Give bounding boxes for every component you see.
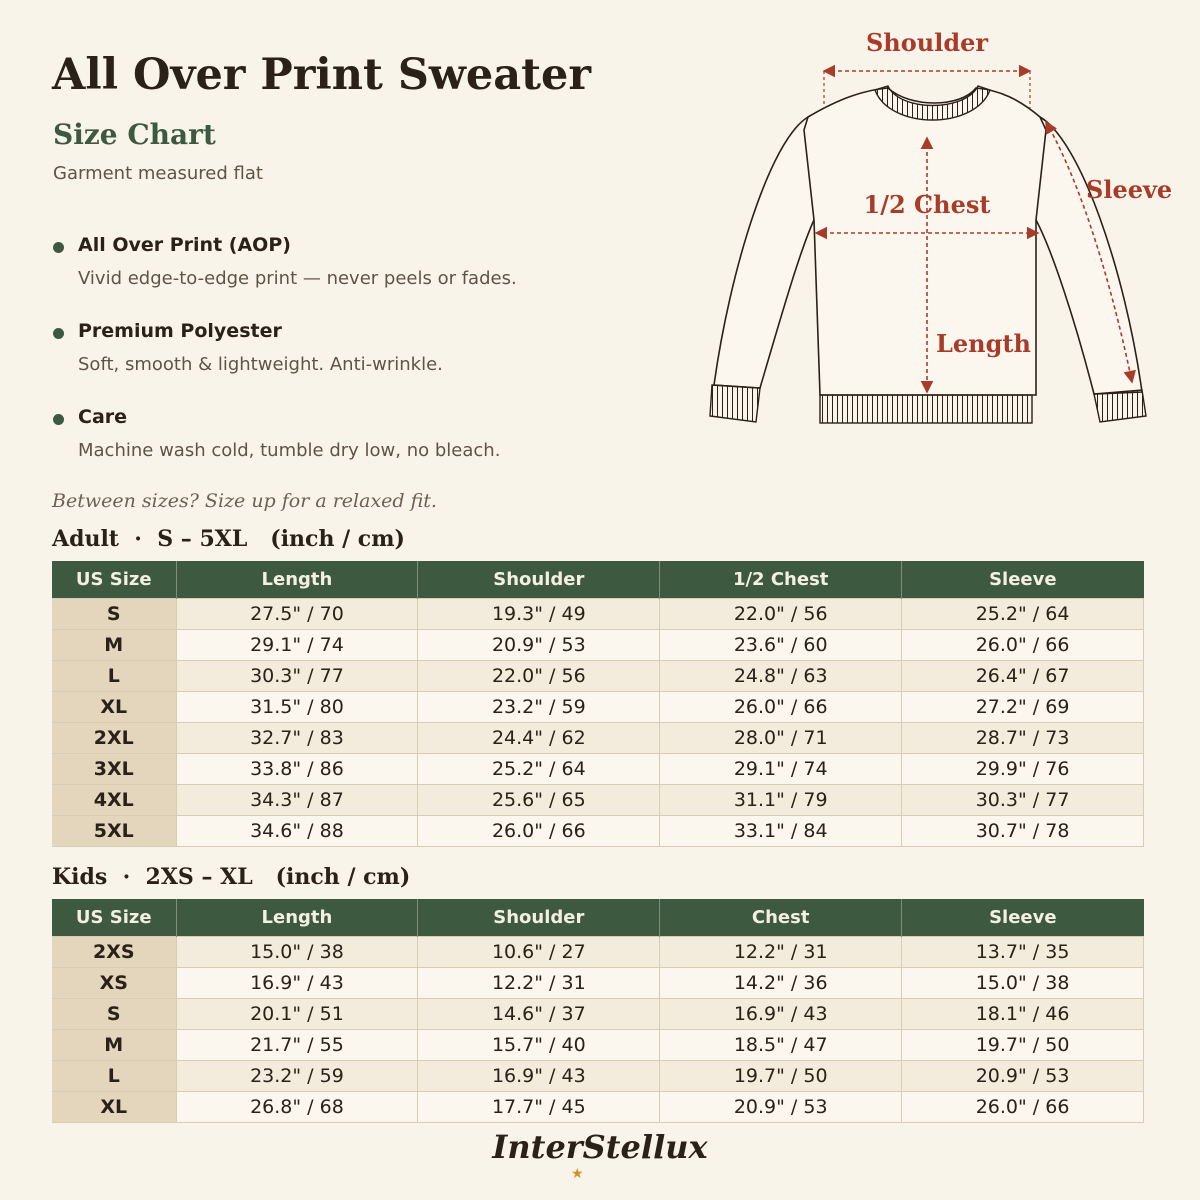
page-subtitle: Size Chart (53, 118, 216, 151)
measurement-cell: 26.0" / 66 (902, 1092, 1144, 1123)
shoulder-label: Shoulder (865, 28, 989, 57)
adult-section-heading: Adult · S – 5XL (inch / cm) (52, 526, 405, 552)
table-row (52, 968, 1144, 999)
size-cell: L (52, 661, 176, 692)
table-row (52, 1061, 1144, 1092)
measurement-cell: 25.6" / 65 (418, 785, 660, 816)
measurement-cell: 24.8" / 63 (660, 661, 902, 692)
adult-size-table (52, 561, 1144, 847)
bullet-icon (53, 242, 64, 253)
measurement-cell: 28.7" / 73 (902, 723, 1144, 754)
table-header-row (52, 561, 1144, 599)
table-row (52, 630, 1144, 661)
measurement-cell: 26.4" / 67 (902, 661, 1144, 692)
table-row (52, 937, 1144, 968)
column-header: Shoulder (418, 561, 660, 599)
page-title: All Over Print Sweater (52, 50, 592, 100)
table-row (52, 1030, 1144, 1061)
measure-note: Garment measured flat (53, 163, 263, 184)
measurement-cell: 29.1" / 74 (176, 630, 418, 661)
measurement-cell: 30.3" / 77 (176, 661, 418, 692)
sleeve-label: Sleeve (1086, 175, 1173, 204)
measurement-cell: 18.1" / 46 (902, 999, 1144, 1030)
left-cuff-rib (710, 385, 760, 422)
feature-heading: Premium Polyester (78, 320, 282, 342)
column-header: Sleeve (902, 561, 1144, 599)
measurement-cell: 26.0" / 66 (902, 630, 1144, 661)
size-cell: XL (52, 692, 176, 723)
measurement-cell: 24.4" / 62 (418, 723, 660, 754)
measurement-cell: 33.8" / 86 (176, 754, 418, 785)
table-row (52, 999, 1144, 1030)
measurement-cell: 20.1" / 51 (176, 999, 418, 1030)
sweater-outline-icon (714, 88, 1142, 395)
measurement-cell: 22.0" / 56 (660, 599, 902, 630)
measurement-cell: 27.2" / 69 (902, 692, 1144, 723)
size-cell: L (52, 1061, 176, 1092)
measurement-cell: 27.5" / 70 (176, 599, 418, 630)
measurement-cell: 16.9" / 43 (418, 1061, 660, 1092)
brand-logo: InterStellux (492, 1128, 708, 1166)
sweater-diagram (700, 20, 1180, 440)
table-row (52, 661, 1144, 692)
feature-heading: Care (78, 406, 128, 428)
measurement-cell: 12.2" / 31 (660, 937, 902, 968)
fit-tip: Between sizes? Size up for a relaxed fit. (52, 490, 437, 512)
size-cell: 3XL (52, 754, 176, 785)
measurement-cell: 23.2" / 59 (418, 692, 660, 723)
measurement-cell: 25.2" / 64 (902, 599, 1144, 630)
measurement-cell: 18.5" / 47 (660, 1030, 902, 1061)
measurement-cell: 29.1" / 74 (660, 754, 902, 785)
measurement-cell: 14.2" / 36 (660, 968, 902, 999)
kids-size-table (52, 899, 1144, 1123)
measurement-cell: 32.7" / 83 (176, 723, 418, 754)
measurement-cell: 15.7" / 40 (418, 1030, 660, 1061)
table-row (52, 723, 1144, 754)
length-label: Length (936, 329, 1031, 358)
measurement-cell: 23.2" / 59 (176, 1061, 418, 1092)
feature-description: Soft, smooth & lightweight. Anti-wrinkle. (78, 354, 443, 375)
table-row (52, 785, 1144, 816)
measurement-cell: 14.6" / 37 (418, 999, 660, 1030)
table-row (52, 692, 1144, 723)
size-cell: XL (52, 1092, 176, 1123)
measurement-cell: 31.5" / 80 (176, 692, 418, 723)
size-cell: M (52, 1030, 176, 1061)
table-row (52, 816, 1144, 847)
measurement-cell: 17.7" / 45 (418, 1092, 660, 1123)
size-cell: 2XS (52, 937, 176, 968)
table-row (52, 599, 1144, 630)
feature-description: Vivid edge-to-edge print — never peels or fades. (78, 268, 517, 289)
star-icon: ★ (571, 1166, 584, 1182)
measurement-cell: 13.7" / 35 (902, 937, 1144, 968)
size-cell: S (52, 599, 176, 630)
measurement-cell: 34.3" / 87 (176, 785, 418, 816)
measurement-cell: 15.0" / 38 (176, 937, 418, 968)
measurement-cell: 16.9" / 43 (176, 968, 418, 999)
column-header: Length (176, 561, 418, 599)
feature-heading: All Over Print (AOP) (78, 234, 291, 256)
size-cell: M (52, 630, 176, 661)
column-header: Length (176, 899, 418, 937)
size-cell: 5XL (52, 816, 176, 847)
measurement-cell: 22.0" / 56 (418, 661, 660, 692)
bullet-icon (53, 414, 64, 425)
measurement-cell: 34.6" / 88 (176, 816, 418, 847)
right-cuff-rib (1094, 390, 1146, 422)
measurement-cell: 25.2" / 64 (418, 754, 660, 785)
measurement-cell: 33.1" / 84 (660, 816, 902, 847)
size-cell: S (52, 999, 176, 1030)
measurement-cell: 19.3" / 49 (418, 599, 660, 630)
column-header: US Size (52, 899, 176, 937)
size-cell: XS (52, 968, 176, 999)
measurement-cell: 12.2" / 31 (418, 968, 660, 999)
measurement-cell: 29.9" / 76 (902, 754, 1144, 785)
measurement-cell: 23.6" / 60 (660, 630, 902, 661)
table-header-row (52, 899, 1144, 937)
measurement-cell: 31.1" / 79 (660, 785, 902, 816)
kids-section-heading: Kids · 2XS – XL (inch / cm) (52, 864, 411, 890)
column-header: 1/2 Chest (660, 561, 902, 599)
measurement-cell: 26.0" / 66 (418, 816, 660, 847)
column-header: Chest (660, 899, 902, 937)
measurement-cell: 20.9" / 53 (660, 1092, 902, 1123)
measurement-cell: 28.0" / 71 (660, 723, 902, 754)
measurement-cell: 19.7" / 50 (902, 1030, 1144, 1061)
measurement-cell: 15.0" / 38 (902, 968, 1144, 999)
measurement-cell: 20.9" / 53 (902, 1061, 1144, 1092)
measurement-cell: 21.7" / 55 (176, 1030, 418, 1061)
column-header: Sleeve (902, 899, 1144, 937)
feature-description: Machine wash cold, tumble dry low, no bleach. (78, 440, 501, 461)
size-cell: 2XL (52, 723, 176, 754)
measurement-cell: 26.8" / 68 (176, 1092, 418, 1123)
table-row (52, 754, 1144, 785)
measurement-cell: 30.3" / 77 (902, 785, 1144, 816)
waistband-rib (820, 395, 1032, 423)
measurement-cell: 10.6" / 27 (418, 937, 660, 968)
table-row (52, 1092, 1144, 1123)
column-header: US Size (52, 561, 176, 599)
chest-label: 1/2 Chest (863, 190, 991, 219)
measurement-cell: 30.7" / 78 (902, 816, 1144, 847)
size-cell: 4XL (52, 785, 176, 816)
measurement-cell: 16.9" / 43 (660, 999, 902, 1030)
bullet-icon (53, 328, 64, 339)
measurement-cell: 19.7" / 50 (660, 1061, 902, 1092)
measurement-cell: 26.0" / 66 (660, 692, 902, 723)
measurement-cell: 20.9" / 53 (418, 630, 660, 661)
column-header: Shoulder (418, 899, 660, 937)
